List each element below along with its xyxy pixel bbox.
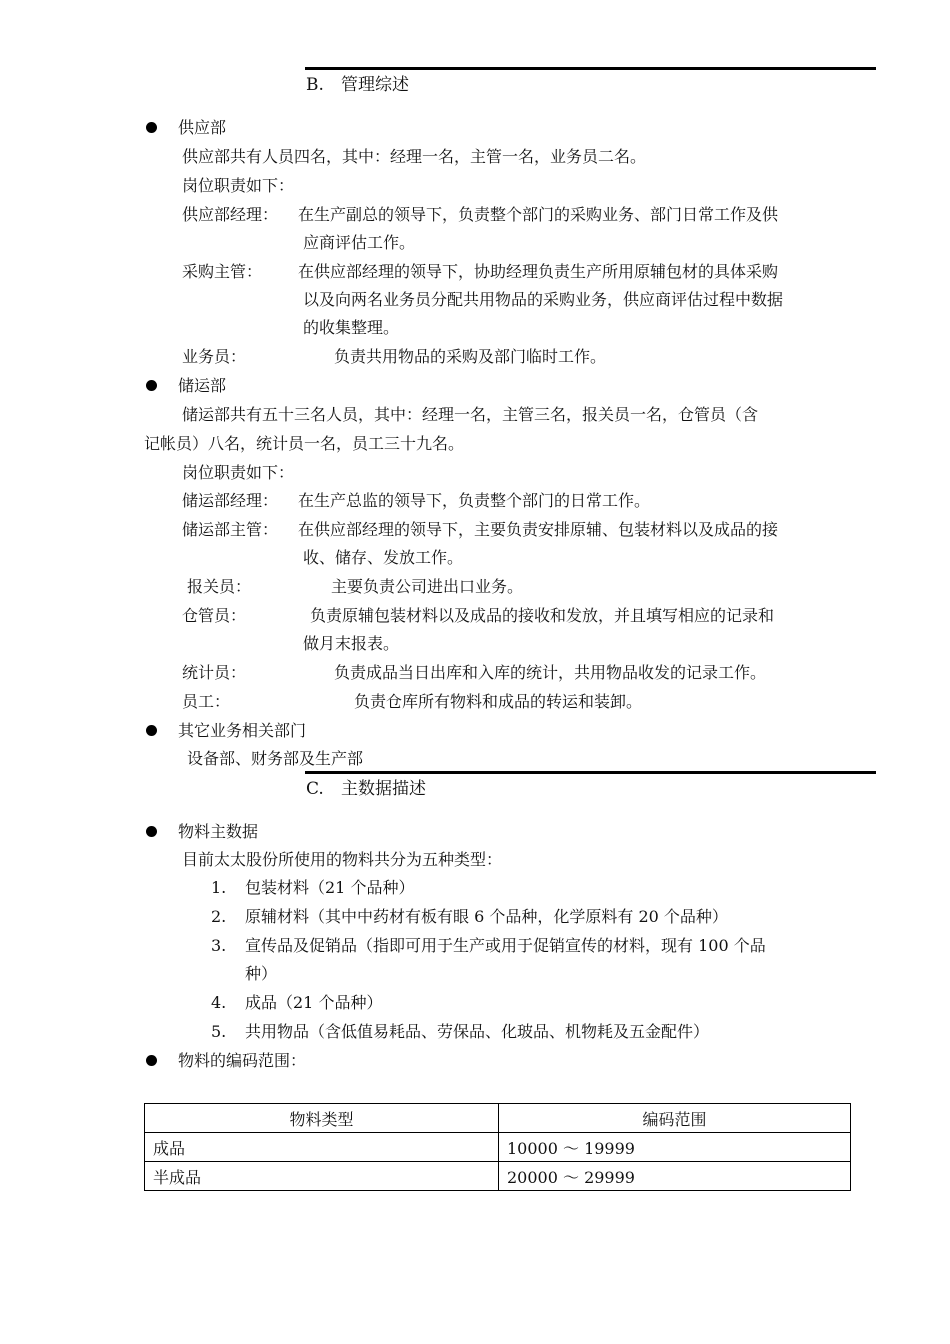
coding-heading: 物料的编码范围：	[178, 1051, 307, 1070]
list-item: 包装材料（21 个品种）	[245, 878, 415, 897]
role-title: 统计员：	[182, 663, 247, 682]
list-item-continued: 种）	[245, 964, 278, 983]
list-item: 成品（21 个品种）	[245, 993, 383, 1012]
materials-heading: 物料主数据	[178, 822, 259, 841]
role-desc-line: 以及向两名业务员分配共用物品的采购业务，供应商评估过程中数据	[303, 290, 784, 309]
table-row	[145, 1133, 851, 1162]
role-desc-line: 的收集整理。	[303, 318, 400, 337]
list-item: 原辅材料（其中中药材有板有眼 6 个品种，化学原料有 20 个品种）	[245, 907, 728, 926]
role-title: 采购主管：	[182, 262, 263, 281]
role-title: 业务员：	[182, 347, 247, 366]
storage-staff-line: 储运部共有五十三名人员，其中：经理一名，主管三名，报关员一名，仓管员（含	[182, 405, 759, 424]
section-c-title: 主数据描述	[341, 779, 426, 799]
role-desc-line: 负责共用物品的采购及部门临时工作。	[334, 347, 607, 366]
list-item-number: 2.	[211, 907, 227, 926]
role-desc-line: 收、储存、发放工作。	[303, 548, 464, 567]
role-title: 仓管员：	[182, 606, 247, 625]
role-desc-line: 负责仓库所有物料和成品的转运和装卸。	[354, 692, 643, 711]
section-rule	[305, 771, 876, 774]
other-text: 设备部、财务部及生产部	[187, 749, 364, 768]
role-title: 员工：	[182, 692, 231, 711]
bullet-icon	[146, 122, 157, 133]
bullet-icon	[146, 725, 157, 736]
role-title: 储运部经理：	[182, 491, 279, 510]
section-rule-top	[305, 67, 876, 70]
bullet-icon	[146, 1055, 157, 1066]
role-desc-line: 做月末报表。	[303, 634, 400, 653]
list-item: 宣传品及促销品（指即可用于生产或用于促销宣传的材料，现有 100 个品	[245, 936, 766, 955]
role-title: 储运部主管：	[182, 520, 279, 539]
bullet-icon	[146, 380, 157, 391]
materials-intro: 目前太太股份所使用的物料共分为五种类型：	[182, 850, 503, 869]
column-header-type: 物料类型	[145, 1104, 499, 1133]
supply-staff: 供应部共有人员四名，其中：经理一名，主管一名，业务员二名。	[182, 147, 647, 166]
section-c-letter: C.	[306, 779, 324, 799]
role-desc-line: 应商评估工作。	[303, 233, 416, 252]
role-desc-line: 在生产副总的领导下，负责整个部门的采购业务、部门日常工作及供	[298, 205, 779, 224]
role-desc-line: 在生产总监的领导下，负责整个部门的日常工作。	[298, 491, 651, 510]
role-desc-line: 负责成品当日出库和入库的统计，共用物品收发的记录工作。	[334, 663, 767, 682]
storage-duties-label: 岗位职责如下：	[182, 463, 295, 482]
other-heading: 其它业务相关部门	[178, 721, 307, 740]
table-header-row	[145, 1104, 851, 1133]
table-cell: 20000 ～ 29999	[499, 1162, 851, 1191]
supply-heading: 供应部	[178, 118, 227, 137]
supply-duties-label: 岗位职责如下：	[182, 176, 295, 195]
coding-table	[144, 1103, 851, 1191]
role-desc-line: 主要负责公司进出口业务。	[331, 577, 524, 596]
table-cell: 10000 ～ 19999	[499, 1133, 851, 1162]
role-title: 报关员：	[187, 577, 252, 596]
list-item: 共用物品（含低值易耗品、劳保品、化玻品、机物耗及五金配件）	[245, 1022, 710, 1041]
table-cell: 半成品	[145, 1162, 499, 1191]
table-row	[145, 1162, 851, 1191]
bullet-icon	[146, 826, 157, 837]
list-item-number: 3.	[211, 936, 227, 955]
list-item-number: 1.	[211, 878, 227, 897]
table-cell: 成品	[145, 1133, 499, 1162]
list-item-number: 5.	[211, 1022, 227, 1041]
storage-heading: 储运部	[178, 376, 227, 395]
storage-staff-line: 记帐员）八名，统计员一名，员工三十九名。	[144, 434, 465, 453]
role-title: 供应部经理：	[182, 205, 279, 224]
role-desc-line: 在供应部经理的领导下，协助经理负责生产所用原辅包材的具体采购	[298, 262, 779, 281]
column-header-range: 编码范围	[499, 1104, 851, 1133]
section-b-letter: B.	[306, 75, 324, 95]
role-desc-line: 在供应部经理的领导下，主要负责安排原辅、包装材料以及成品的接	[298, 520, 779, 539]
list-item-number: 4.	[211, 993, 227, 1012]
role-desc-line: 负责原辅包装材料以及成品的接收和发放，并且填写相应的记录和	[310, 606, 775, 625]
section-b-title: 管理综述	[341, 75, 409, 95]
